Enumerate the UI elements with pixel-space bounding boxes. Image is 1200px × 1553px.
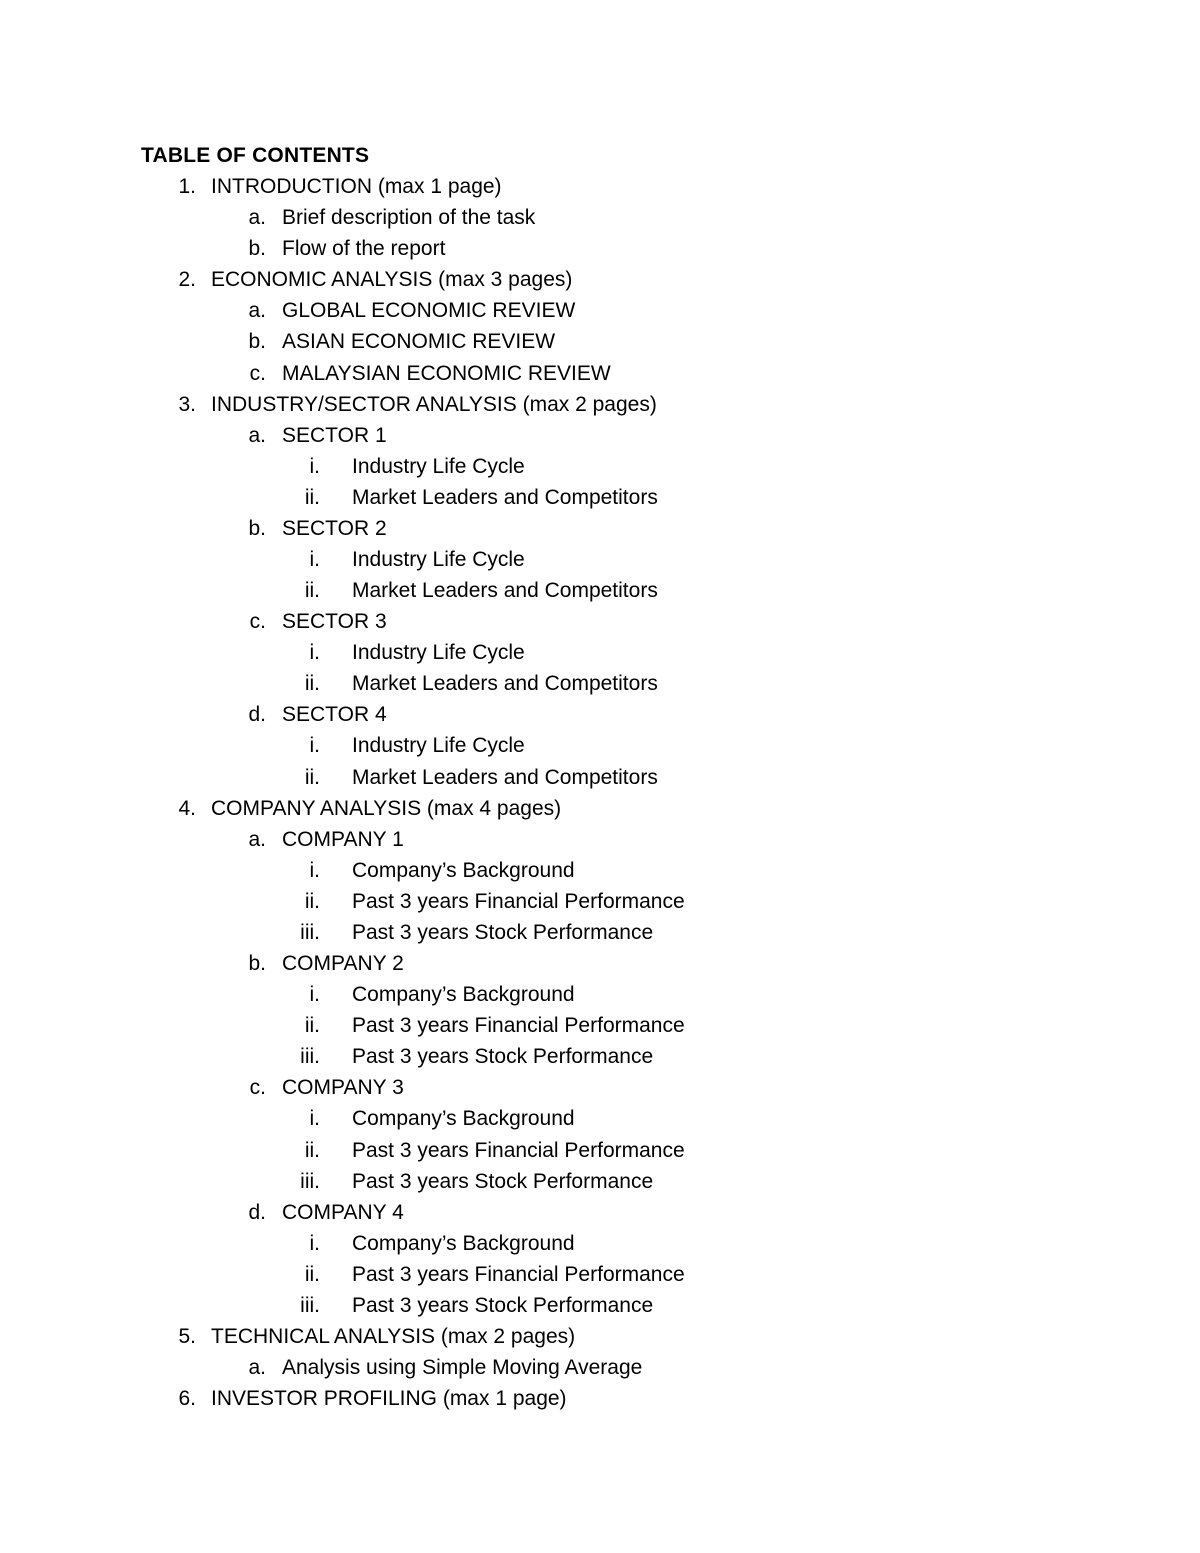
list-item-label: Industry Life Cycle (352, 734, 525, 758)
list-item-label: INDUSTRY/SECTOR ANALYSIS (max 2 pages) (211, 392, 657, 416)
list-item-label: Industry Life Cycle (352, 454, 525, 478)
list-marker: iii. (300, 920, 320, 944)
list-item-label: COMPANY ANALYSIS (max 4 pages) (211, 796, 562, 820)
list-item-label: Past 3 years Stock Performance (352, 1169, 654, 1193)
list-marker: i. (309, 983, 320, 1007)
list-item-label: Past 3 years Stock Performance (352, 1045, 654, 1069)
list-marker: i. (309, 454, 320, 478)
list-marker: c. (249, 361, 266, 385)
list-item-label: MALAYSIAN ECONOMIC REVIEW (282, 361, 611, 385)
list-item-label: Industry Life Cycle (352, 548, 525, 571)
list-marker: a. (248, 206, 266, 230)
list-marker: iii. (300, 1169, 320, 1193)
list-item-label: Company’s Background (352, 1231, 575, 1255)
list-item-label: SECTOR 4 (282, 703, 387, 727)
list-item-label: COMPANY 3 (282, 1076, 404, 1100)
list-marker: 2. (178, 268, 196, 292)
list-marker: i. (309, 548, 320, 571)
list-item-label: Market Leaders and Competitors (352, 672, 658, 696)
list-marker: d. (248, 703, 266, 727)
list-item-label: SECTOR 3 (282, 610, 387, 634)
list-marker: b. (248, 952, 266, 975)
list-marker: ii. (304, 1138, 320, 1162)
list-item-label: Market Leaders and Competitors (352, 579, 658, 602)
list-item-label: Past 3 years Financial Performance (352, 889, 685, 913)
list-item-label: Company’s Background (352, 858, 575, 882)
list-marker: i. (309, 734, 320, 758)
list-marker: 3. (178, 392, 196, 416)
list-marker: i. (309, 1231, 320, 1255)
list-marker: 5. (178, 1325, 196, 1348)
list-item-label: GLOBAL ECONOMIC REVIEW (282, 299, 576, 323)
list-item-label: ECONOMIC ANALYSIS (max 3 pages) (211, 268, 573, 292)
list-item-label: COMPANY 1 (282, 827, 404, 851)
list-marker: ii. (304, 579, 320, 602)
list-marker: b. (248, 237, 266, 261)
list-marker: c. (249, 610, 266, 634)
list-marker: b. (248, 330, 266, 354)
toc-title: TABLE OF CONTENTS (141, 144, 370, 167)
list-marker: c. (249, 1076, 266, 1100)
list-item-label: Past 3 years Financial Performance (352, 1262, 685, 1286)
list-marker: d. (248, 1200, 266, 1224)
list-item-label: Company’s Background (352, 983, 575, 1007)
list-item-label: SECTOR 1 (282, 423, 387, 447)
list-marker: b. (248, 516, 266, 540)
list-marker: 1. (178, 175, 196, 198)
list-item-label: Analysis using Simple Moving Average (282, 1356, 643, 1379)
list-item-label: Company’s Background (352, 1107, 575, 1131)
list-marker: a. (248, 299, 266, 323)
list-marker: ii. (304, 1262, 320, 1286)
list-marker: 6. (178, 1387, 196, 1411)
list-marker: ii. (304, 765, 320, 789)
list-marker: a. (248, 1356, 266, 1379)
list-item-label: Past 3 years Stock Performance (352, 1293, 654, 1317)
list-marker: 4. (178, 796, 196, 820)
list-marker: a. (248, 827, 266, 851)
list-marker: i. (309, 1107, 320, 1131)
list-item-label: INVESTOR PROFILING (max 1 page) (211, 1387, 567, 1411)
list-marker: i. (309, 858, 320, 882)
list-item-label: Flow of the report (282, 237, 446, 261)
list-item-label: SECTOR 2 (282, 516, 387, 540)
list-marker: ii. (304, 672, 320, 696)
list-item-label: Past 3 years Stock Performance (352, 920, 654, 944)
list-item-label: ASIAN ECONOMIC REVIEW (282, 330, 556, 354)
list-marker: i. (309, 641, 320, 665)
list-item-label: Industry Life Cycle (352, 641, 525, 665)
list-item-label: TECHNICAL ANALYSIS (max 2 pages) (211, 1325, 576, 1348)
list-marker: iii. (300, 1045, 320, 1069)
list-item-label: COMPANY 2 (282, 952, 404, 975)
list-item-label: Brief description of the task (282, 206, 536, 230)
list-item-label: Market Leaders and Competitors (352, 765, 658, 789)
list-item-label: COMPANY 4 (282, 1200, 404, 1224)
list-marker: a. (248, 423, 266, 447)
list-item-label: Past 3 years Financial Performance (352, 1138, 685, 1162)
list-marker: iii. (300, 1293, 320, 1317)
list-marker: ii. (304, 889, 320, 913)
list-item-label: Market Leaders and Competitors (352, 485, 658, 509)
list-item-label: INTRODUCTION (max 1 page) (211, 175, 502, 198)
list-marker: ii. (304, 1014, 320, 1038)
list-item-label: Past 3 years Financial Performance (352, 1014, 685, 1038)
list-marker: ii. (304, 485, 320, 509)
